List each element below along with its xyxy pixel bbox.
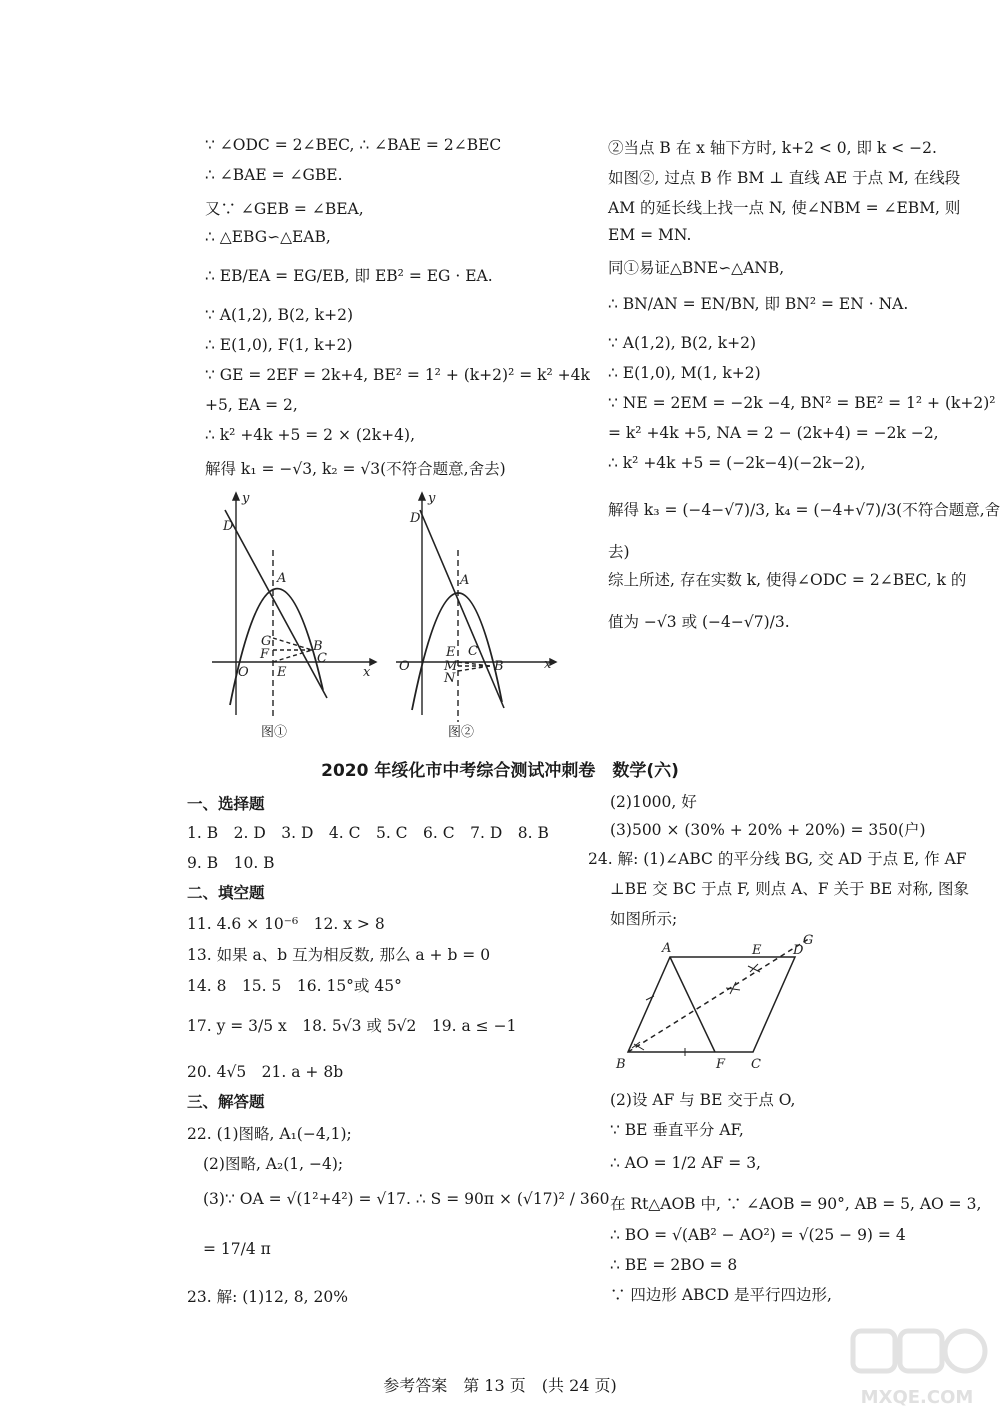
text-line: ∴ BO = √(AB² − AO²) = √(25 − 9) = 4 [610,1226,906,1244]
section-heading-choice: 一、选择题 [187,795,265,813]
text-line: ∵ BE 垂直平分 AF, [610,1121,744,1139]
figure-2-caption: 图② [448,725,475,740]
label-y: y [428,491,436,506]
parallelogram-abcd [628,957,795,1052]
text-line: 综上所述, 存在实数 k, 使得∠ODC = 2∠BEC, k 的 [608,571,967,589]
text-line: ∵ GE = 2EF = 2k+4, BE² = 1² + (k+2)² = k² +4k [205,366,590,384]
text-line: 23. 解: (1)12, 8, 20% [187,1288,348,1306]
label-n: N [444,671,456,686]
text-line: 14. 8 15. 5 16. 15°或 45° [187,977,402,995]
text-line: ∴ △EBG∽△EAB, [205,228,331,246]
text-line: ∵ NE = 2EM = −2k −4, BN² = BE² = 1² + (k+2)² [608,394,996,412]
figure-1-parabola-graph [205,490,380,740]
label-a: A [460,573,470,588]
label-o: O [238,665,249,680]
text-line: 24. 解: (1)∠ABC 的平分线 BG, 交 AD 于点 E, 作 AF [588,850,967,868]
label-c: C [751,1057,761,1072]
parallelogram-figure [610,930,820,1080]
text-line: AM 的延长线上找一点 N, 使∠NBM = ∠EBM, 则 [608,199,961,217]
arc-mark [748,964,760,972]
label-e: E [446,645,456,660]
text-line: 解得 k₁ = −√3, k₂ = √3(不符合题意,舍去) [205,460,506,478]
label-m: M [444,659,458,674]
text-line: ∴ k² +4k +5 = (−2k−4)(−2k−2), [608,454,866,472]
text-line: = 17/4 π [203,1240,271,1258]
text-line: (3)500 × (30% + 20% + 20%) = 350(户) [610,821,926,839]
text-line: ∵ ∠ODC = 2∠BEC, ∴ ∠BAE = 2∠BEC [205,136,502,154]
label-x: x [363,665,371,680]
label-d: D [410,511,421,526]
text-line: ∴ BE = 2BO = 8 [610,1256,738,1274]
text-line: (2)设 AF 与 BE 交于点 O, [610,1091,796,1109]
text-line: 17. y = 3/5 x 18. 5√3 或 5√2 19. a ≤ −1 [187,1017,517,1035]
text-line: 20. 4√5 21. a + 8b [187,1063,344,1081]
text-line: 9. B 10. B [187,854,275,872]
section-heading-fill: 二、填空题 [187,884,265,902]
text-line: 在 Rt△AOB 中, ∵ ∠AOB = 90°, AB = 5, AO = 3, [610,1195,982,1213]
label-c: C [317,651,327,666]
text-line: 22. (1)图略, A₁(−4,1); [187,1125,352,1143]
text-line: ∴ EB/EA = EG/EB, 即 EB² = EG · EA. [205,267,493,285]
label-y: y [242,491,250,506]
label-b: B [494,659,504,674]
y-axis-arrow [419,493,425,500]
text-line: ∴ E(1,0), F(1, k+2) [205,336,353,354]
text-line: 1. B 2. D 3. D 4. C 5. C 6. C 7. D 8. B [187,824,549,842]
text-line: ∵ A(1,2), B(2, k+2) [608,334,757,352]
text-line: 去) [608,543,630,561]
segment-af [670,957,715,1052]
label-e: E [277,665,287,680]
section-heading-solve: 三、解答题 [187,1093,265,1111]
line-dc [420,510,504,708]
label-e: E [752,943,762,958]
label-g: G [803,933,814,948]
label-d: D [793,943,804,958]
text-line: (3)∵ OA = √(1²+4²) = √17. ∴ S = 90π × (√17)² / 360 [203,1190,610,1208]
label-d: D [223,519,234,534]
text-line: 如图所示; [610,910,678,928]
label-f: F [716,1057,726,1072]
watermark-text: MXQE.COM [860,1387,974,1408]
figure-2-parabola-graph [392,490,567,740]
text-line: ∴ BN/AN = EN/BN, 即 BN² = EN · NA. [608,295,909,313]
text-line: 13. 如果 a、b 互为相反数, 那么 a + b = 0 [187,946,491,964]
label-x: x [544,657,552,672]
text-line: ∵ 四边形 ABCD 是平行四边形, [610,1286,832,1304]
label-c: C [468,644,478,659]
label-b: B [313,639,323,654]
tick-mark [646,996,654,1000]
text-line: (2)1000, 好 [610,793,697,811]
text-line: 解得 k₃ = (−4−√7)/3, k₄ = (−4+√7)/3(不符合题意,舍 [608,501,1000,519]
label-f: F [260,647,270,662]
text-line: = k² +4k +5, NA = 2 − (2k+4) = −2k −2, [608,424,939,442]
text-line: +5, EA = 2, [205,396,298,414]
text-line: ∴ E(1,0), M(1, k+2) [608,364,761,382]
label-a: A [662,941,672,956]
label-o: O [399,659,410,674]
parabola-curve [412,593,502,710]
text-line: ∵ A(1,2), B(2, k+2) [205,306,354,324]
bisector-bg [628,938,810,1052]
text-line: 如图②, 过点 B 作 BM ⊥ 直线 AE 于点 M, 在线段 [608,169,961,187]
text-line: ∴ AO = 1/2 AF = 3, [610,1154,761,1172]
text-line: 值为 −√3 或 (−4−√7)/3. [608,613,790,631]
segment-gb [273,638,312,650]
text-line: ∴ ∠BAE = ∠GBE. [205,166,343,184]
text-line: 11. 4.6 × 10⁻⁶ 12. x > 8 [187,915,385,933]
text-line: EM = MN. [608,226,692,244]
figure-1-caption: 图① [261,725,288,740]
text-line: ②当点 B 在 x 轴下方时, k+2 < 0, 即 k < −2. [608,139,937,157]
label-g: G [261,634,272,649]
segment-nb [458,666,490,671]
label-a: A [277,571,287,586]
watermark-logo [845,1323,990,1411]
exam-title: 2020 年绥化市中考综合测试冲刺卷 数学(六) [321,761,679,781]
y-axis-arrow [233,493,239,500]
text-line: (2)图略, A₂(1, −4); [203,1155,344,1173]
text-line: ⊥BE 交 BC 于点 F, 则点 A、F 关于 BE 对称, 图象 [610,880,969,898]
label-b: B [616,1057,626,1072]
x-axis-arrow [370,659,376,665]
text-line: 又∵ ∠GEB = ∠BEA, [205,200,364,218]
text-line: ∴ k² +4k +5 = 2 × (2k+4), [205,426,416,444]
text-line: 同①易证△BNE∽△ANB, [608,259,785,277]
page-footer: 参考答案 第 13 页 (共 24 页) [383,1376,617,1395]
angle-mark-b [632,1042,644,1050]
